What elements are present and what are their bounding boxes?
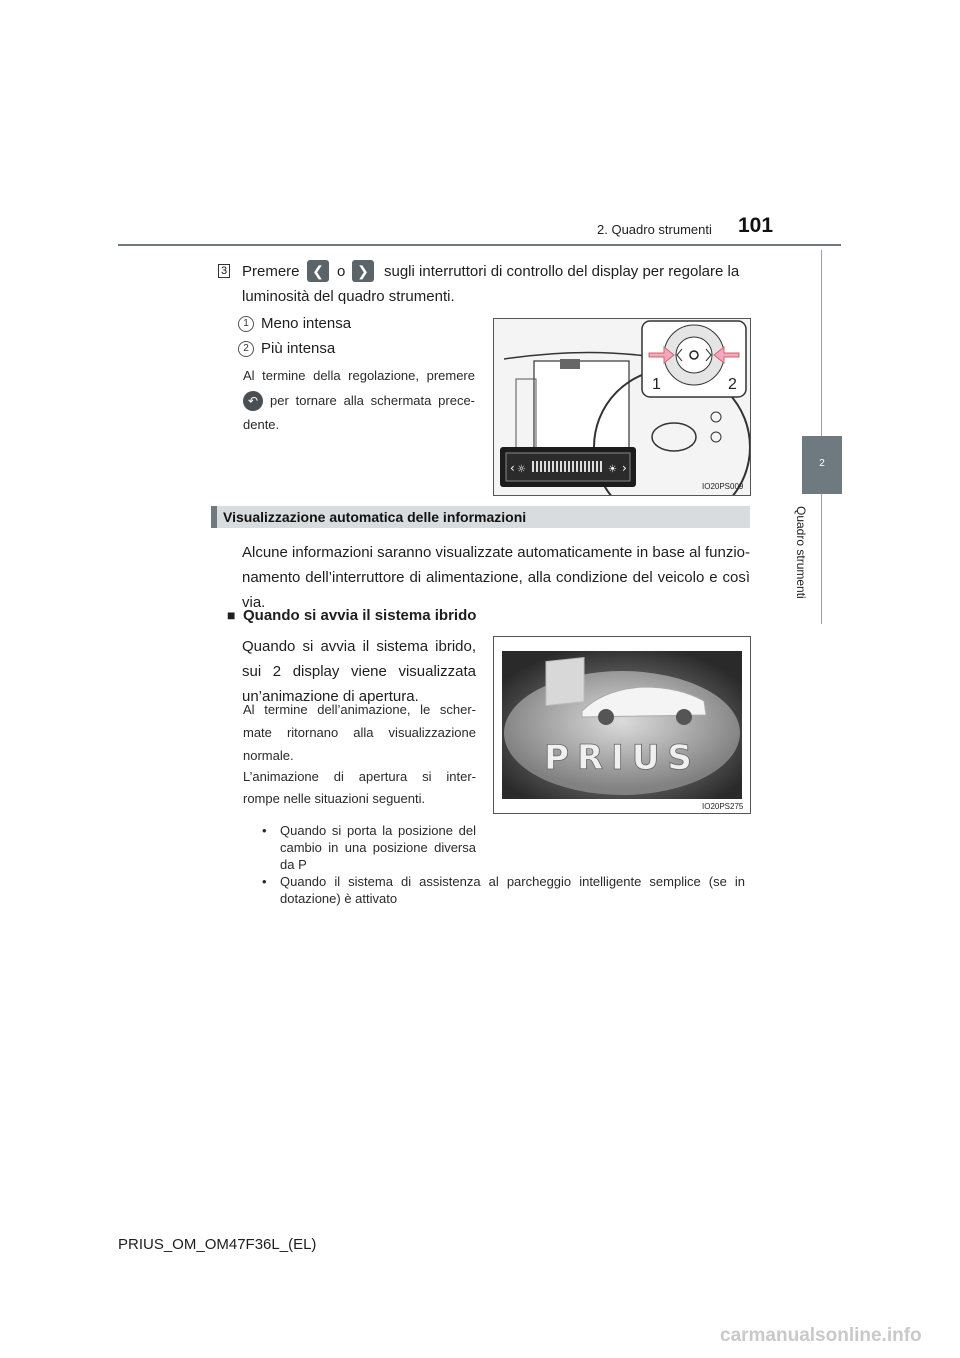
callout-2: 2 bbox=[238, 341, 254, 357]
return-icon: ↶ bbox=[243, 391, 263, 411]
side-tab-label: Quadro strumenti bbox=[794, 506, 808, 599]
sub-b1-3: da P bbox=[280, 857, 307, 872]
fig-callout-2: 2 bbox=[728, 376, 737, 393]
step3-text-c: luminosità del quadro strumenti. bbox=[242, 288, 455, 305]
side-tab-number: 2 bbox=[819, 458, 825, 469]
subsection-title: Quando si avvia il sistema ibrido bbox=[243, 607, 477, 624]
sub-p1-2: sui 2 display viene visualizzata bbox=[242, 663, 476, 680]
note-line-2: per tornare alla schermata prece- bbox=[270, 393, 475, 408]
side-tab-line-bottom bbox=[821, 494, 822, 624]
note-line-1: Al termine della regolazione, premere bbox=[243, 368, 475, 383]
item-piu-intensa: Più intensa bbox=[261, 340, 336, 357]
step3-text-premere: Premere bbox=[242, 263, 300, 280]
sub-b1-2: cambio in una posizione diversa bbox=[280, 840, 476, 855]
figure2-code: IO20PS275 bbox=[702, 802, 744, 811]
figure1-code: IO20PS009 bbox=[702, 482, 744, 491]
section-intro-2: namento dell’interruttore di alimentazione, alla condizione del veicolo e così bbox=[242, 569, 750, 586]
step3-text-b: sugli interruttori di controllo del display per regolare la bbox=[384, 263, 740, 280]
section-intro-1: Alcune informazioni saranno visualizzate automaticamente in base al funzio- bbox=[242, 544, 750, 561]
section-heading-accent bbox=[211, 506, 217, 528]
svg-text:‹: ‹ bbox=[510, 461, 515, 475]
sub-p3-2: rompe nelle situazioni seguenti. bbox=[243, 791, 426, 806]
header-section-title: 2. Quadro strumenti bbox=[597, 222, 712, 237]
document-footer: PRIUS_OM_OM47F36L_(EL) bbox=[118, 1236, 317, 1253]
sub-p2-2: mate ritornano alla visualizzazione bbox=[243, 725, 476, 740]
sub-p2-1: Al termine dell’animazione, le scher- bbox=[243, 702, 476, 717]
bullet-dot-1: • bbox=[262, 823, 267, 838]
fig-callout-1: 1 bbox=[652, 376, 661, 393]
chevron-right-icon: ❯ bbox=[352, 260, 374, 282]
figure-opening-animation bbox=[493, 636, 751, 814]
sub-p3-1: L’animazione di apertura si inter- bbox=[243, 769, 476, 784]
step-badge: 3 bbox=[218, 264, 230, 278]
side-tab-line-top bbox=[821, 250, 822, 436]
bullet-dot-2: • bbox=[262, 874, 267, 889]
page-number: 101 bbox=[738, 214, 774, 237]
sub-b2-1: Quando il sistema di assistenza al parcheggio intelligente semplice (se in bbox=[280, 874, 745, 889]
prius-animation-illustration bbox=[494, 637, 750, 813]
step3-text-o: o bbox=[337, 263, 346, 280]
item-meno-intensa: Meno intensa bbox=[261, 315, 352, 332]
sub-b2-2: dotazione) è attivato bbox=[280, 891, 398, 906]
subsection-bullet: ■ bbox=[227, 607, 236, 623]
prius-logo: PRIUS bbox=[544, 738, 700, 778]
svg-text:›: › bbox=[622, 461, 627, 475]
callout-1: 1 bbox=[238, 316, 254, 332]
note-line-3: dente. bbox=[243, 417, 280, 432]
sub-b1-1: Quando si porta la posizione del bbox=[280, 823, 476, 838]
header-rule bbox=[118, 244, 841, 246]
figure-steering-brightness bbox=[493, 318, 751, 496]
svg-text:☀: ☀ bbox=[608, 464, 617, 475]
steering-illustration bbox=[494, 319, 750, 495]
section-intro-3: via. bbox=[242, 594, 266, 611]
sub-p1-1: Quando si avvia il sistema ibrido, bbox=[242, 638, 476, 655]
sub-p1-3: un’animazione di apertura. bbox=[242, 688, 419, 705]
sub-p2-3: normale. bbox=[243, 748, 294, 763]
section-title: Visualizzazione automatica delle informazioni bbox=[223, 509, 527, 525]
watermark: carmanualsonline.info bbox=[720, 1325, 922, 1346]
svg-text:☼: ☼ bbox=[517, 464, 526, 475]
chevron-left-icon: ❮ bbox=[307, 260, 329, 282]
